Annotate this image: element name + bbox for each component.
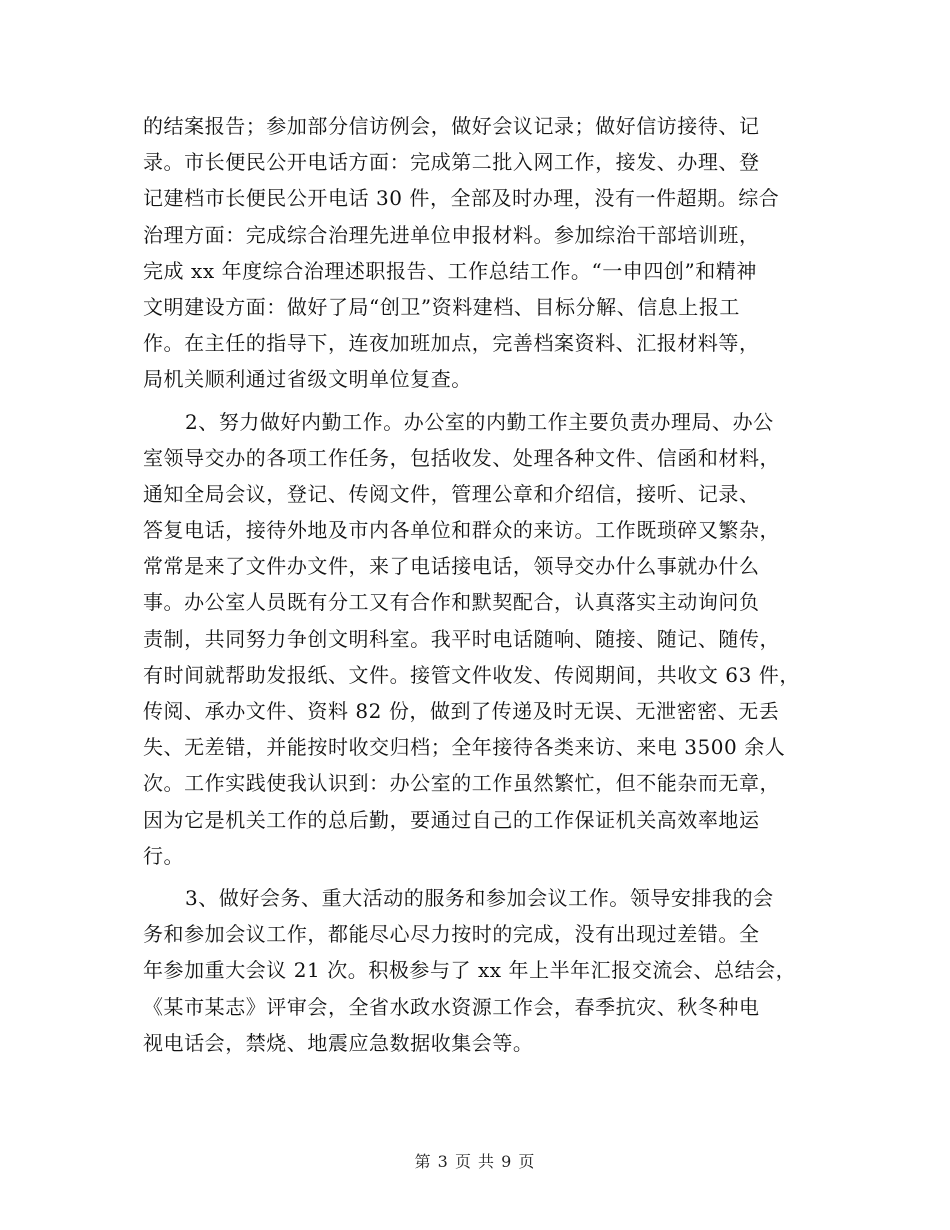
text-line: 文明建设方面：做好了局“创卫”资料建档、目标分解、信息上报工 — [143, 294, 740, 319]
text-line: 有时间就帮助发报纸、文件。接管文件收发、传阅期间，共收文 63 件， — [143, 662, 800, 687]
text-line: 因为它是机关工作的总后勤，要通过自己的工作保证机关高效率地运 — [143, 807, 760, 832]
text-line: 室领导交办的各项工作任务，包括收发、处理各种文件、信函和材料， — [143, 445, 781, 470]
paragraph-start-line: 3、做好会务、重大活动的服务和参加会议工作。领导安排我的会 — [185, 885, 774, 910]
text-line: 行。 — [143, 843, 185, 868]
paragraph-start-line: 2、努力做好内勤工作。办公室的内勤工作主要负责办理局、办公 — [185, 409, 774, 434]
text-line: 视电话会，禁烧、地震应急数据收集会等。 — [143, 1030, 534, 1055]
text-line: 《某市某志》评审会，全省水政水资源工作会，春季抗灾、秋冬种电 — [143, 994, 760, 1019]
text-line: 作。在主任的指导下，连夜加班加点，完善档案资料、汇报材料等， — [143, 331, 760, 356]
text-line: 常常是来了文件办文件，来了电话接电话，领导交办什么事就办什么 — [143, 554, 760, 579]
text-line: 局机关顺利通过省级文明单位复查。 — [143, 367, 472, 392]
text-line: 通知全局会议，登记、传阅文件，管理公章和介绍信，接听、记录、 — [143, 481, 760, 506]
text-line: 传阅、承办文件、资料 82 份，做到了传递及时无误、无泄密密、无丢 — [143, 699, 780, 723]
text-line: 治理方面：完成综合治理先进单位申报材料。参加综治干部培训班， — [143, 222, 760, 247]
text-line: 失、无差错，并能按时收交归档；全年接待各类来访、来电 3500 余人 — [143, 735, 786, 760]
text-line: 责制，共同努力争创文明科室。我平时电话随响、随接、随记、随传， — [143, 626, 781, 651]
page-number-footer: 第 3 页 共 9 页 — [414, 1152, 536, 1171]
text-line: 记建档市长便民公开电话 30 件，全部及时办理，没有一件超期。综合 — [143, 186, 780, 211]
text-line: 务和参加会议工作，都能尽心尽力按时的完成，没有出现过差错。全 — [143, 922, 760, 947]
text-line: 次。工作实践使我认识到：办公室的工作虽然繁忙，但不能杂而无章， — [143, 771, 781, 796]
text-line: 年参加重大会议 21 次。积极参与了 xx 年上半年汇报交流会、总结会， — [143, 958, 797, 983]
text-line: 的结案报告；参加部分信访例会，做好会议记录；做好信访接待、记 — [143, 114, 760, 138]
document-body — [143, 108, 813, 1061]
text-line: 录。市长便民公开电话方面：完成第二批入网工作，接发、办理、登 — [143, 150, 760, 175]
text-line: 事。办公室人员既有分工又有合作和默契配合，认真落实主动询问负 — [143, 590, 760, 615]
text-line: 完成 xx 年度综合治理述职报告、工作总结工作。“一申四创”和精神 — [143, 258, 757, 283]
text-line: 答复电话，接待外地及市内各单位和群众的来访。工作既琐碎又繁杂， — [143, 518, 781, 543]
